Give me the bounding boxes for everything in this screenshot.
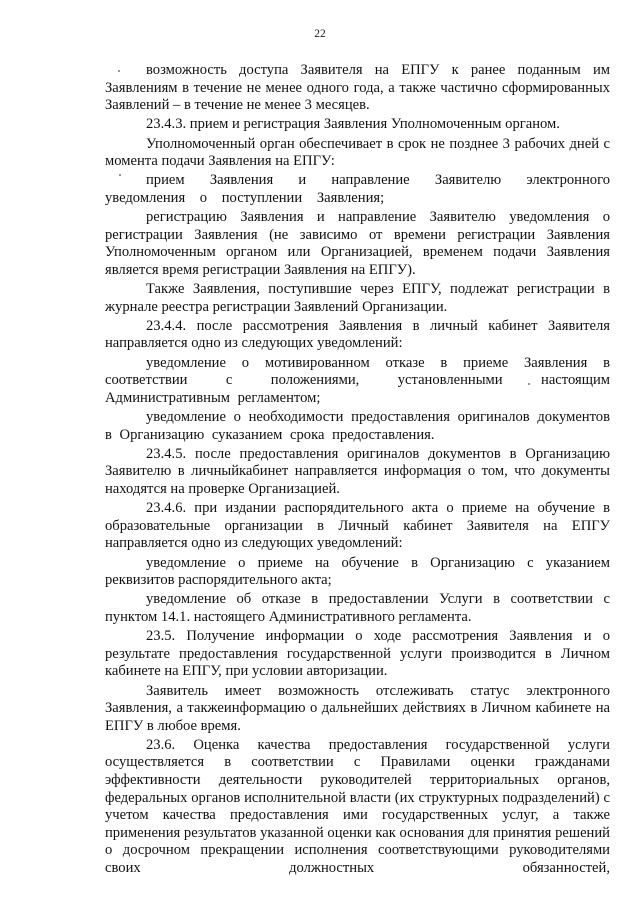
paragraph-registration-term: Уполномоченный орган обеспечивает в срок не позднее 3 рабочих дней с момента подачи Заявления на ЕПГУ: xyxy=(105,135,610,170)
paragraph-admission-notice: уведомление о приеме на обучение в Организацию с указанием реквизитов распорядительного акта; xyxy=(105,554,610,589)
paragraph-originals-notice: уведомление о необходимости предоставления оригиналов документов в Организацию суказанием срока предоставления. xyxy=(105,409,610,443)
paragraph-doc-access: возможность доступа Заявителя на ЕПГУ к ранее поданным им Заявлениям в течение не менее одного года, а также частично сформированных Заявлений – в течение не менее 3 месяцев. xyxy=(105,62,610,114)
paragraph-registration-notice: регистрацию Заявления и направление Заявителю уведомления о регистрации Заявления (не зависимо от времени регистрации Заявления Уполномоченным органом или Организацией, временем подачи Заявления является время регистрации Заявления на ЕПГУ). xyxy=(105,209,610,278)
paragraph-23-4-6: 23.4.6. при издании распорядительного акта о приеме на обучение в образовательные организации в Личный кабинет Заявителя на ЕПГУ направляется одно из следующих уведомлений: xyxy=(105,500,610,552)
paragraph-23-5: 23.5. Получение информации о ходе рассмотрения Заявления и о результате предоставления государственной услуги производится в Личном кабинете на ЕПГУ, при условии авторизации. xyxy=(105,628,610,680)
paragraph-receipt-notice: прием Заявления и направление Заявителю электронного уведомления о поступлении Заявления; xyxy=(105,172,610,206)
page-number: 22 xyxy=(314,28,326,40)
paragraph-denial-notice: уведомление об отказе в предоставлении Услуги в соответствии с пунктом 14.1. настоящего Административного регламента. xyxy=(105,591,610,625)
paragraph-journal-registry: Также Заявления, поступившие через ЕПГУ, подлежат регистрации в журнале реестра регистрации Заявлений Организации. xyxy=(105,281,610,315)
paragraph-refusal-notice: уведомление о мотивированном отказе в приеме Заявления в соответствии с положениями, установленными настоящим Административным регламентом; xyxy=(105,354,610,406)
paragraph-23-4-4: 23.4.4. после рассмотрения Заявления в личный кабинет Заявителя направляется одно из следующих уведомлений: xyxy=(105,317,610,352)
paragraph-status-tracking: Заявитель имеет возможность отслеживать статус электронного Заявления, а такжеинформацию о дальнейших действиях в Личном кабинете на ЕПГУ в любое время. xyxy=(105,682,610,734)
body-text xyxy=(105,62,610,879)
paragraph-23-4-5: 23.4.5. после предоставления оригиналов документов в Организацию Заявителю в личныйкабинет направляется информация о том, что документы находятся на проверке Организацией. xyxy=(105,445,610,497)
paragraph-23-6: 23.6. Оценка качества предоставления государственной услуги осуществляется в соответствии с Правилами оценки гражданами эффективности деятельности руководителей территориальных органов, федеральных органов исполнительной власти (их структурных подразделений) с учетом качества предоставления ими государственных услуг, а также применения результатов указанной оценки как основания для принятия решений о досрочном прекращении исполнения соответствующими руководителями своих должностных обязанностей, xyxy=(105,736,610,877)
paragraph-23-4-3: 23.4.3. прием и регистрация Заявления Уполномоченным органом. xyxy=(146,116,560,133)
